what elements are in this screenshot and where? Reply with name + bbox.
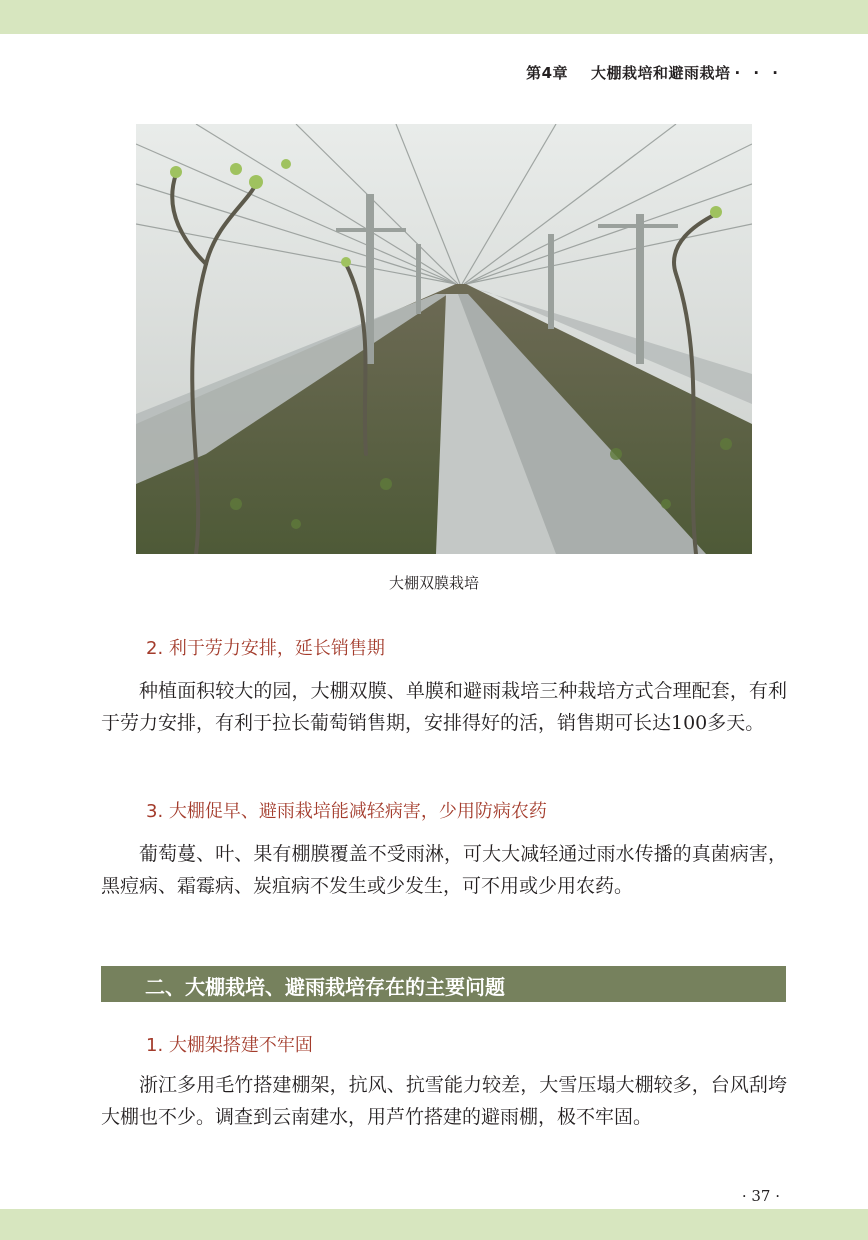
greenhouse-photo [136, 124, 752, 554]
running-header [526, 62, 782, 83]
chapter-title: 大棚栽培和避雨栽培 [590, 64, 731, 82]
figure-caption: 大棚双膜栽培 [388, 574, 479, 592]
subsection-heading-two-1: 1. 大棚架搭建不牢固 [146, 1035, 313, 1056]
bottom-decor-band [0, 1209, 868, 1240]
top-decor-band [0, 0, 868, 34]
page-number: · 37 · [741, 1187, 780, 1205]
subsection-paragraph-3: 葡萄蔓、叶、果有棚膜覆盖不受雨淋，可大大减轻通过雨水传播的真菌病害，黑痘病、霜霉病、炭疽病不发生或少发生，可不用或少用农药。 [101, 843, 787, 897]
subsection-heading-3: 3. 大棚促早、避雨栽培能减轻病害，少用防病农药 [146, 801, 547, 822]
chapter-number: 第4章 [526, 64, 569, 82]
subsection-heading-2: 2. 利于劳力安排，延长销售期 [146, 638, 385, 659]
section-heading-bar [101, 966, 786, 1002]
header-dots: · · · [734, 64, 782, 82]
subsection-paragraph-2: 种植面积较大的园，大棚双膜、单膜和避雨栽培三种栽培方式合理配套，有利于劳力安排，有利于拉长葡萄销售期，安排得好的活，销售期可长达100多天。 [101, 680, 787, 734]
section-title: 二、大棚栽培、避雨栽培存在的主要问题 [145, 975, 505, 999]
subsection-paragraph-two-1: 浙江多用毛竹搭建棚架，抗风、抗雪能力较差，大雪压塌大棚较多，台风刮垮大棚也不少。调查到云南建水，用芦竹搭建的避雨棚，极不牢固。 [101, 1074, 787, 1128]
